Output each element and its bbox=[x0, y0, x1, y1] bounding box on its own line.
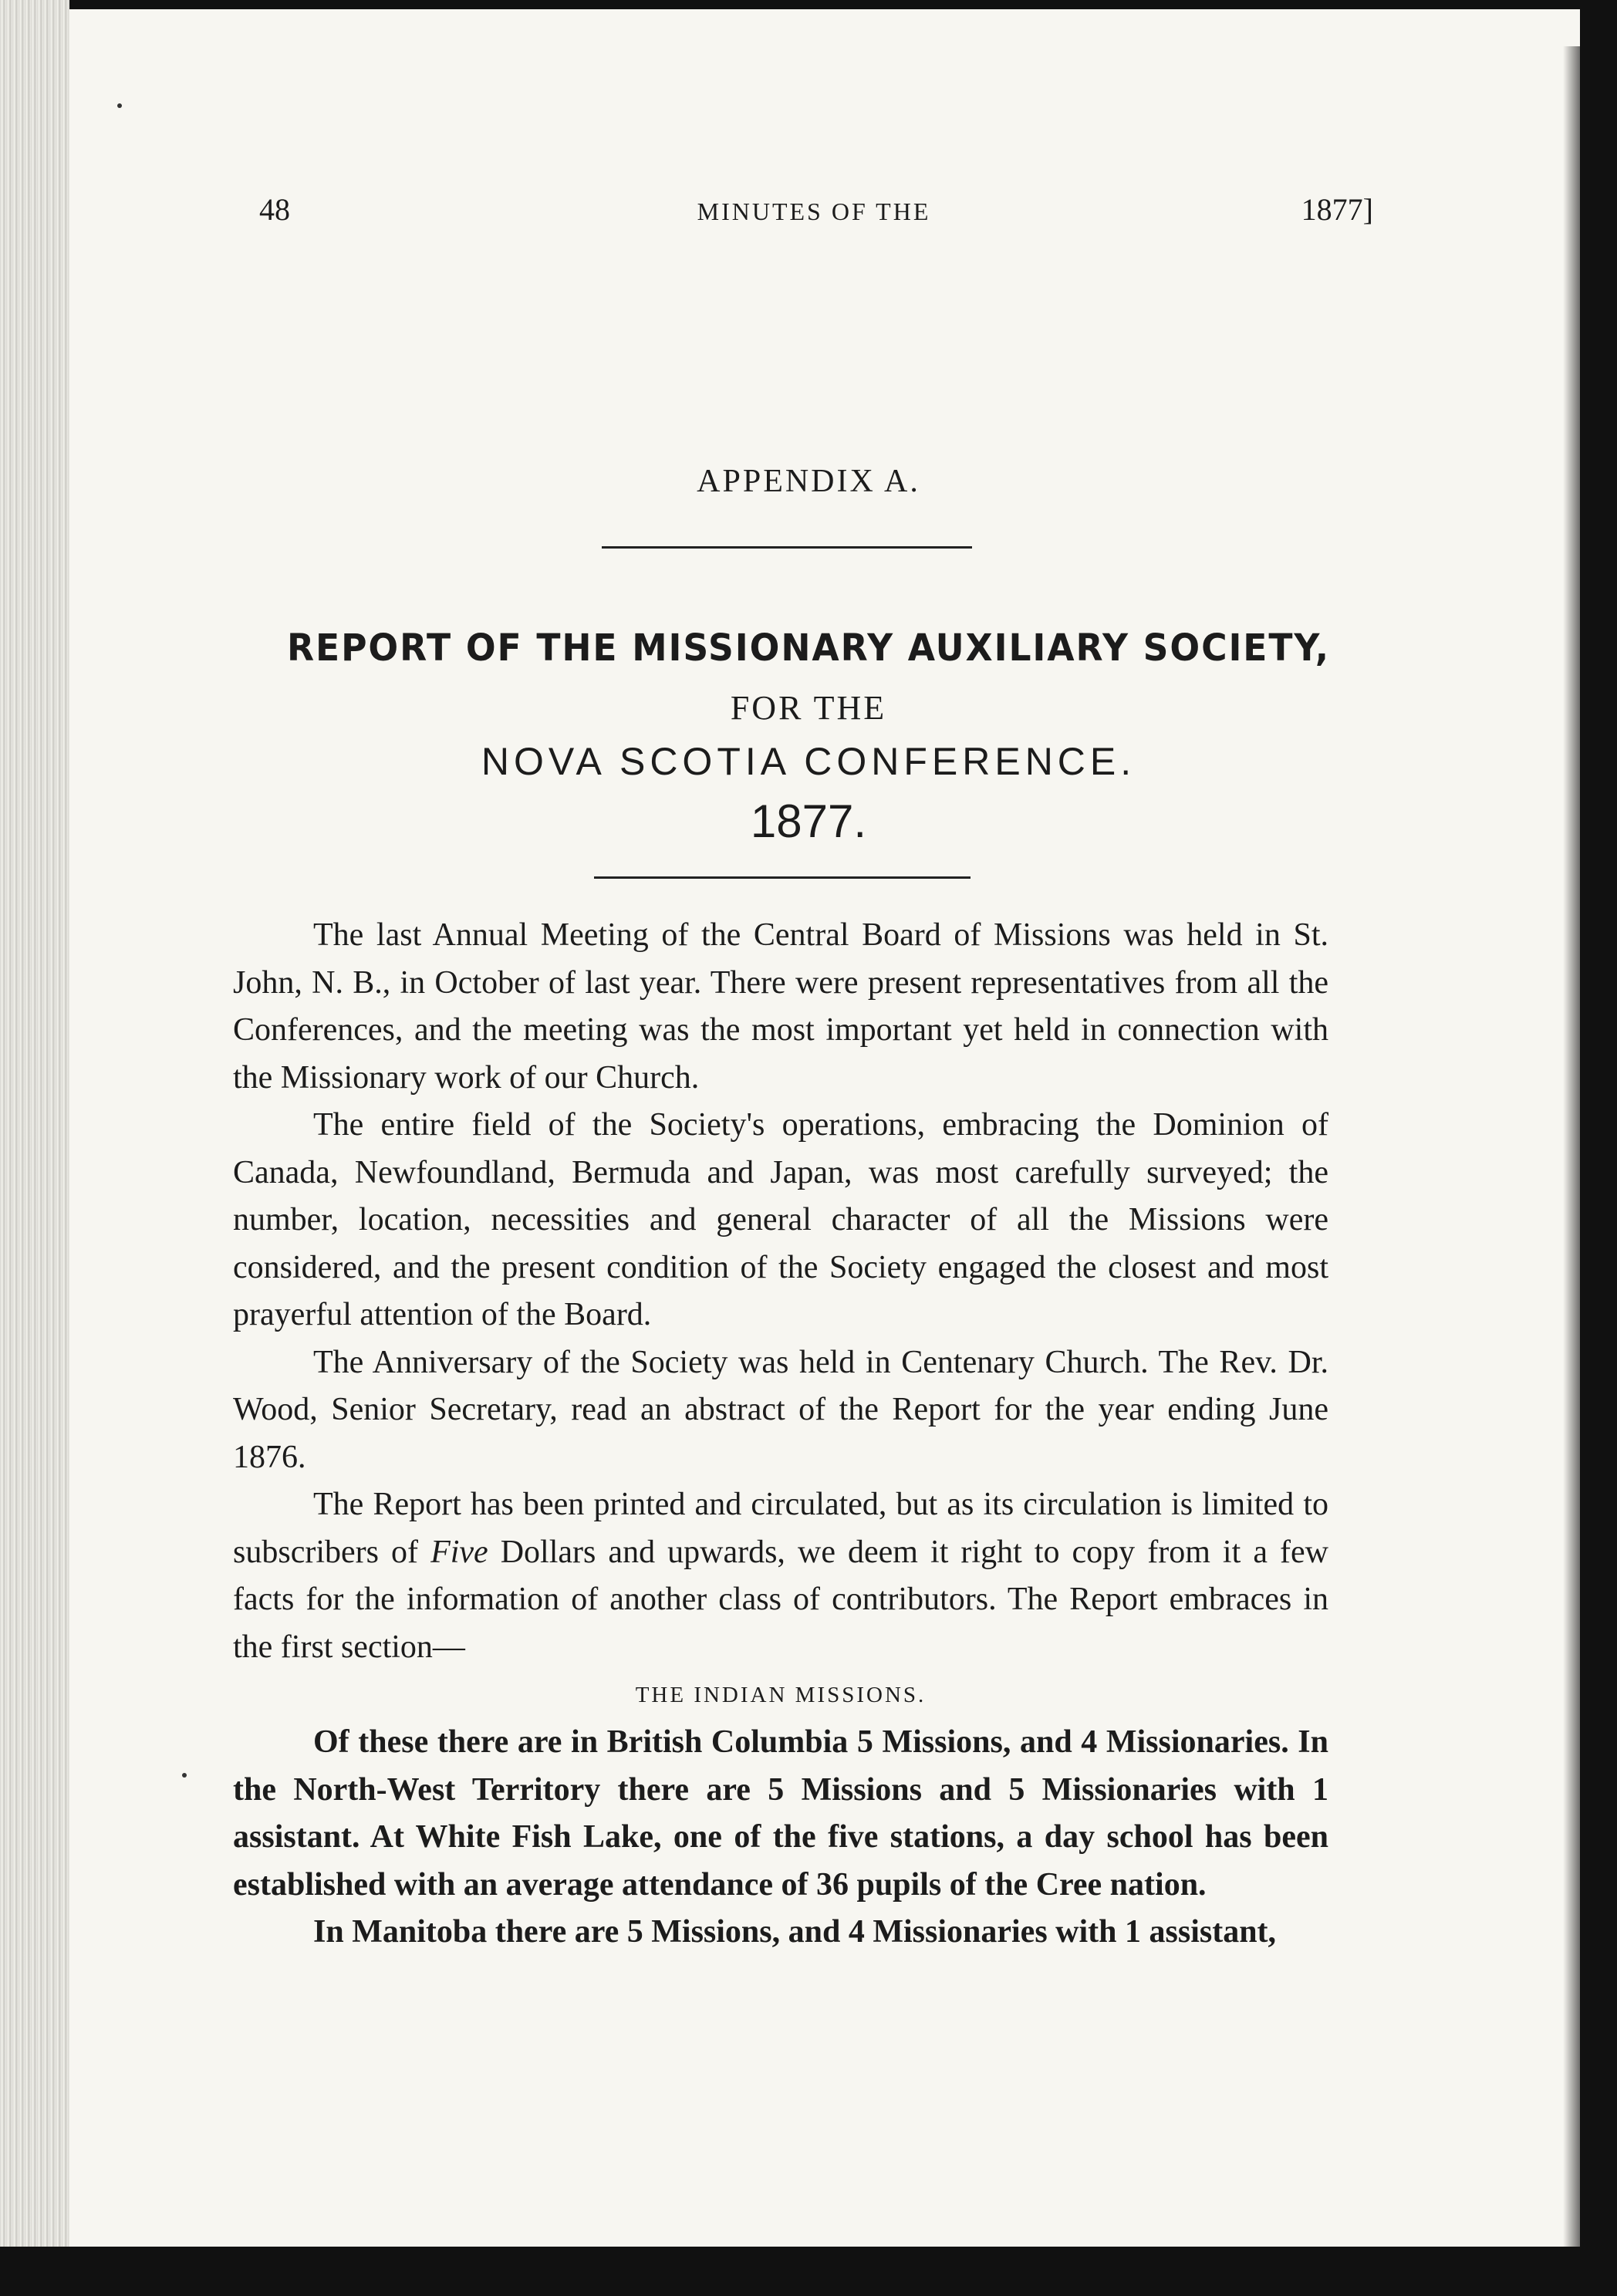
paragraph: The last Annual Meeting of the Central Board of Missions was held in St. John, N. B., in October of last year. There were present representatives from all the Conferences, and the meeting was the most important yet held in connection with the Missionary work of our Church. bbox=[233, 917, 1328, 1096]
section-heading: THE INDIAN MISSIONS. bbox=[635, 1683, 927, 1707]
appendix-label: APPENDIX A. bbox=[697, 464, 920, 499]
report-year: 1877. bbox=[750, 795, 867, 847]
italic-word: Five bbox=[430, 1534, 488, 1570]
paragraph: The Anniversary of the Society was held in Centenary Church. The Rev. Dr. Wood, Senior Secretary, read an abstract of the Report for the year ending June 1876. bbox=[233, 1344, 1328, 1475]
paragraph-text: The Report has been printed and circulated, but as its circulation is limited to subscribers of bbox=[233, 1487, 1328, 1570]
report-title: REPORT OF THE MISSIONARY AUXILIARY SOCIETY, bbox=[287, 626, 1330, 670]
page-number: 48 bbox=[259, 192, 290, 227]
book-binding-edge bbox=[0, 0, 69, 2296]
paragraph-text: Dollars and upwards, we deem it right to copy from it a few facts for the information of another class of contributors. The Report embraces in the first section— bbox=[233, 1534, 1328, 1665]
running-year: 1877] bbox=[1301, 192, 1373, 227]
divider-rule bbox=[602, 546, 972, 549]
page-edge-shadow bbox=[1563, 46, 1580, 2253]
paragraph bbox=[233, 1481, 1328, 1671]
scan-bottom-edge bbox=[0, 2247, 1617, 2296]
running-head bbox=[255, 191, 1373, 245]
scan-top-edge bbox=[0, 0, 1617, 9]
conference-name: NOVA SCOTIA CONFERENCE. bbox=[481, 740, 1136, 783]
report-body bbox=[233, 912, 1328, 1957]
paragraph: The entire field of the Society's operations, embracing the Dominion of Canada, Newfoundland, Bermuda and Japan, was most carefully surveyed; the number, location, necessities and general character of all the Missions were considered, and the present condition of the Society engaged the closest and most prayerful attention of the Board. bbox=[233, 1107, 1328, 1332]
paragraph: Of these there are in British Columbia 5 Missions, and 4 Missionaries. In the North-West Territory there are 5 Missions and 5 Missionaries with 1 assistant. At White Fish Lake, one of the five stations, a day school has been established with an average attendance of 36 pupils of the Cree nation. bbox=[233, 1724, 1328, 1903]
scan-speck bbox=[117, 103, 122, 108]
running-title: MINUTES OF THE bbox=[697, 198, 931, 225]
scan-right-edge bbox=[1580, 0, 1617, 2296]
scan-speck bbox=[182, 1773, 187, 1778]
report-subtitle: FOR THE bbox=[730, 689, 887, 727]
paragraph: In Manitoba there are 5 Missions, and 4 Missionaries with 1 assistant, bbox=[313, 1914, 1277, 1950]
divider-rule bbox=[594, 876, 971, 879]
